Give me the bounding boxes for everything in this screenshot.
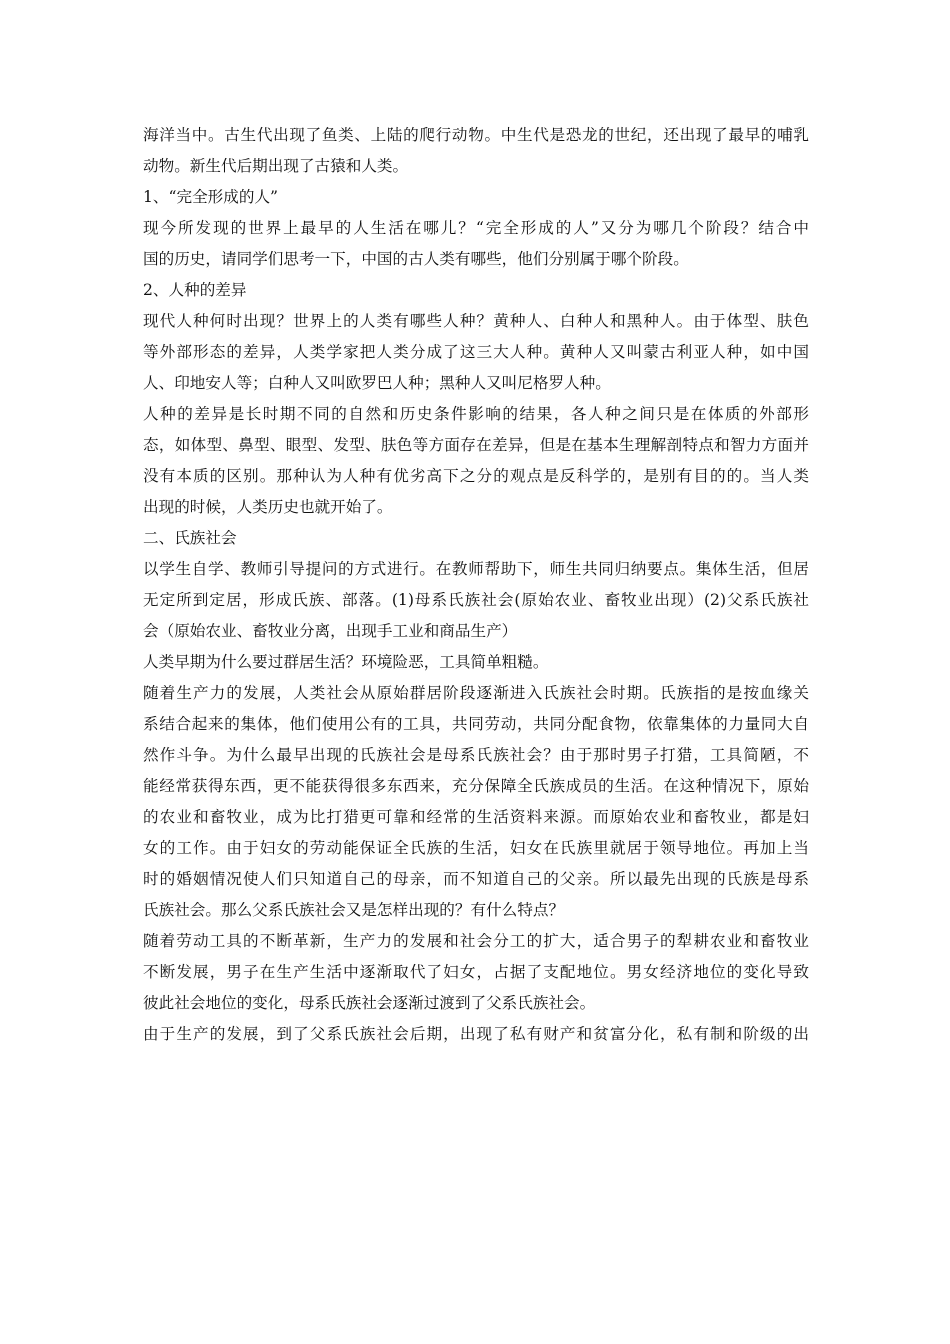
text-line: 然作斗争。为什么最早出现的氏族社会是母系氏族社会？由于那时男子打猎，工具简陋，不	[143, 746, 809, 764]
text-line: 现代人种何时出现？世界上的人类有哪些人种？黄种人、白种人和黑种人。由于体型、肤色	[143, 312, 809, 330]
text-line: 时的婚姻情况使人们只知道自己的母亲，而不知道自己的父亲。所以最先出现的氏族是母系	[143, 870, 809, 888]
text-line: 彼此社会地位的变化，母系氏族社会逐渐过渡到了父系氏族社会。	[143, 994, 596, 1012]
text-line: 人、印地安人等；白种人又叫欧罗巴人种；黑种人又叫尼格罗人种。	[143, 374, 611, 392]
text-line: 不断发展，男子在生产生活中逐渐取代了妇女，占据了支配地位。男女经济地位的变化导致	[143, 963, 809, 981]
text-line: 随着生产力的发展，人类社会从原始群居阶段逐渐进入氏族社会时期。氏族指的是按血缘关	[143, 684, 809, 702]
text-line: 国的历史，请同学们思考一下，中国的古人类有哪些，他们分别属于哪个阶段。	[143, 250, 689, 268]
text-line: 态，如体型、鼻型、眼型、发型、肤色等方面存在差异，但是在基本生理解剖特点和智力方面并	[143, 436, 809, 454]
document-page	[143, 120, 809, 1050]
text-line: 会（原始农业、畜牧业分离，出现手工业和商品生产）	[143, 622, 518, 640]
text-line: 海洋当中。古生代出现了鱼类、上陆的爬行动物。中生代是恐龙的世纪，还出现了最早的哺乳	[143, 126, 809, 144]
section-heading: 二、氏族社会	[143, 529, 237, 547]
text-line: 由于生产的发展，到了父系氏族社会后期，出现了私有财产和贫富分化，私有制和阶级的出	[143, 1025, 809, 1043]
section-heading: 2、人种的差异	[143, 281, 247, 299]
text-line: 出现的时候，人类历史也就开始了。	[143, 498, 393, 516]
text-line: 的农业和畜牧业，成为比打猎更可靠和经常的生活资料来源。而原始农业和畜牧业，都是妇	[143, 808, 809, 826]
text-line: 动物。新生代后期出现了古猿和人类。	[143, 157, 409, 175]
text-line: 人类早期为什么要过群居生活？环境险恶，工具简单粗糙。	[143, 653, 549, 671]
text-line: 等外部形态的差异，人类学家把人类分成了这三大人种。黄种人又叫蒙古利亚人种，如中国	[143, 343, 809, 361]
text-line: 女的工作。由于妇女的劳动能保证全氏族的生活，妇女在氏族里就居于领导地位。再加上当	[143, 839, 809, 857]
text-line: 系结合起来的集体，他们使用公有的工具，共同劳动，共同分配食物，依靠集体的力量同大自	[143, 715, 809, 733]
text-line: 随着劳动工具的不断革新，生产力的发展和社会分工的扩大，适合男子的犁耕农业和畜牧业	[143, 932, 809, 950]
text-line: 无定所到定居，形成氏族、部落。(1)母系氏族社会(原始农业、畜牧业出现）(2)父系氏族社	[143, 591, 809, 609]
text-line: 能经常获得东西，更不能获得很多东西来，充分保障全氏族成员的生活。在这种情况下，原始	[143, 777, 809, 795]
text-line: 现今所发现的世界上最早的人生活在哪儿？“完全形成的人”又分为哪几个阶段？结合中	[143, 219, 809, 237]
text-line: 氏族社会。那么父系氏族社会又是怎样出现的？有什么特点？	[143, 901, 565, 919]
text-line: 以学生自学、教师引导提问的方式进行。在教师帮助下，师生共同归纳要点。集体生活，但居	[143, 560, 809, 578]
text-line: 没有本质的区别。那种认为人种有优劣高下之分的观点是反科学的，是别有目的的。当人类	[143, 467, 809, 485]
section-heading: 1、“完全形成的人”	[143, 188, 279, 206]
text-line: 人种的差异是长时期不同的自然和历史条件影响的结果，各人种之间只是在体质的外部形	[143, 405, 809, 423]
